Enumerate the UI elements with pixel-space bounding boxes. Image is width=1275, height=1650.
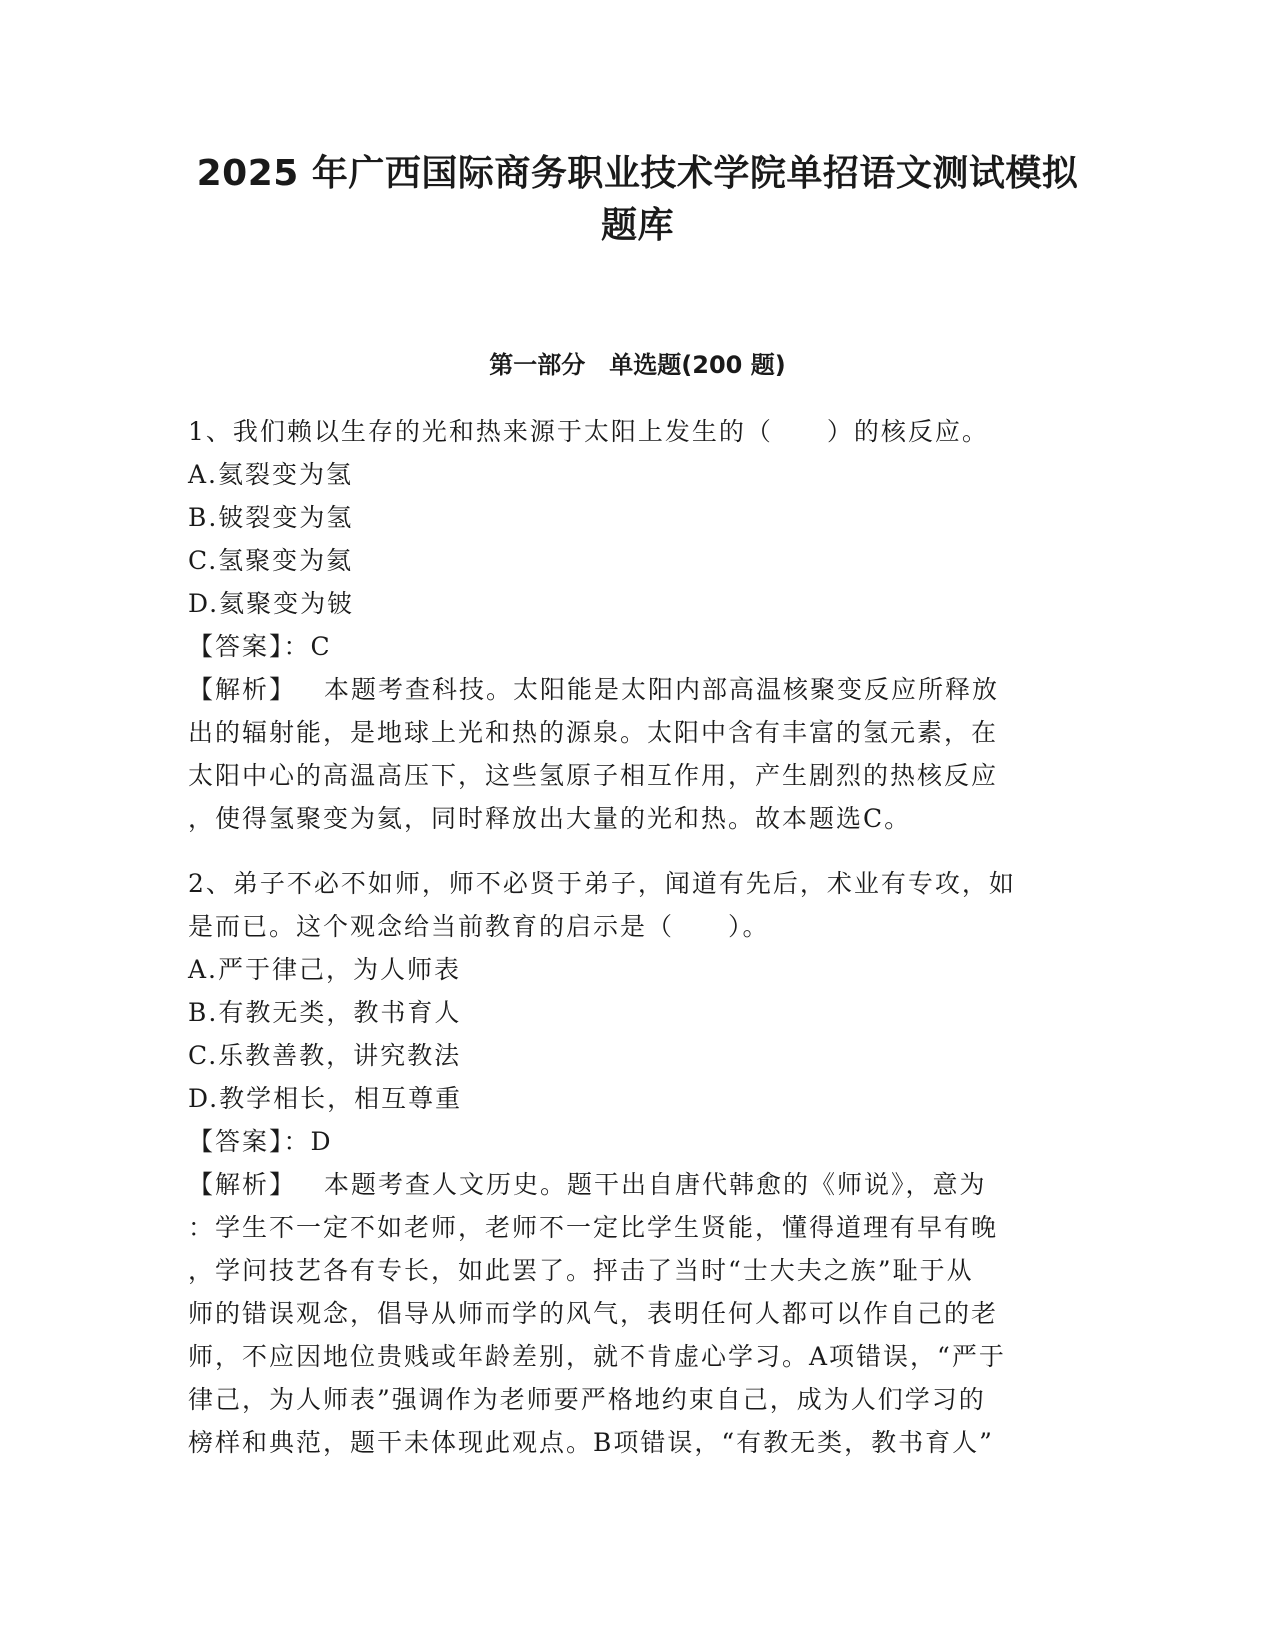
analysis-line: 出的辐射能，是地球上光和热的源泉。太阳中含有丰富的氢元素，在 <box>188 718 999 747</box>
analysis-line <box>188 668 1088 711</box>
question-stem-line: 1、我们赖以生存的光和热来源于太阳上发生的（ ）的核反应。 <box>188 417 989 446</box>
option-b: B.铍裂变为氢 <box>188 503 354 532</box>
analysis-text: 本题考查科技。太阳能是太阳内部高温核聚变反应所释放 <box>324 675 1000 704</box>
title-line-2: 题库 <box>600 205 674 246</box>
section-heading: 第一部分 单选题(200 题) <box>489 351 786 379</box>
option-c: C.乐教善教，讲究教法 <box>188 1041 462 1070</box>
option-a: A.严于律己，为人师表 <box>188 955 462 984</box>
analysis-line: 律己，为人师表”强调作为老师要严格地约束自己，成为人们学习的 <box>188 1385 986 1414</box>
answer-line: 【答案】：D <box>188 1127 333 1156</box>
analysis-line: ：学生不一定不如老师，老师不一定比学生贤能，懂得道理有早有晚 <box>188 1213 999 1242</box>
question-list <box>188 410 1088 1464</box>
analysis-line: 太阳中心的高温高压下，这些氢原子相互作用，产生剧烈的热核反应 <box>188 761 999 790</box>
analysis-text: 本题考查人文历史。题干出自唐代韩愈的《师说》，意为 <box>324 1170 987 1199</box>
question-stem-line: 是而已。这个观念给当前教育的启示是（ ）。 <box>188 912 770 941</box>
answer-line: 【答案】：C <box>188 632 332 661</box>
option-b: B.有教无类，教书育人 <box>188 998 462 1027</box>
option-d: D.氦聚变为铍 <box>188 589 355 618</box>
analysis-line: 榜样和典范，题干未体现此观点。B项错误，“有教无类，教书育人” <box>188 1428 994 1457</box>
option-c: C.氢聚变为氦 <box>188 546 354 575</box>
title-line-1: 2025 年广西国际商务职业技术学院单招语文测试模拟 <box>196 153 1079 194</box>
question-2 <box>188 862 1088 1464</box>
page-title <box>170 148 1105 252</box>
analysis-label: 【解析】 <box>188 1170 297 1199</box>
analysis-line <box>188 1163 1088 1206</box>
analysis-line: ，学问技艺各有专长，如此罢了。抨击了当时“士大夫之族”耻于从 <box>188 1256 974 1285</box>
analysis-line: 师的错误观念，倡导从师而学的风气，表明任何人都可以作自己的老 <box>188 1299 999 1328</box>
analysis-line: 师，不应因地位贵贱或年龄差别，就不肯虚心学习。A项错误，“严于 <box>188 1342 1006 1371</box>
option-a: A.氦裂变为氢 <box>188 460 354 489</box>
question-stem-line: 2、弟子不必不如师，师不必贤于弟子，闻道有先后，术业有专攻，如 <box>188 869 1016 898</box>
question-1 <box>188 410 1088 840</box>
analysis-line: ，使得氢聚变为氦，同时释放出大量的光和热。故本题选C。 <box>188 804 912 833</box>
analysis-label: 【解析】 <box>188 675 297 704</box>
option-d: D.教学相长，相互尊重 <box>188 1084 463 1113</box>
